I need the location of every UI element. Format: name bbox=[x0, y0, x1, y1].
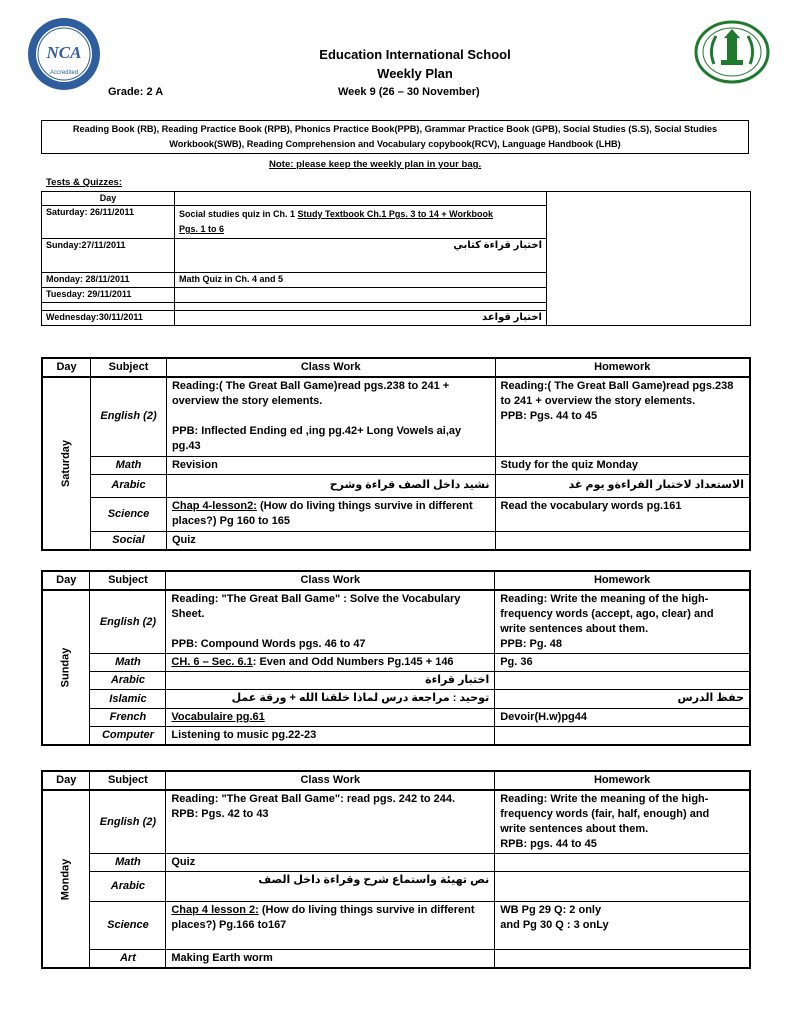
tests-entry: Social studies quiz in Ch. 1 Study Textbook Ch.1 Pgs. 3 to 14 + Workbook Pgs. 1 to 6 bbox=[175, 206, 547, 239]
tests-quizzes-table bbox=[41, 191, 751, 326]
tests-day: Wednesday:30/11/2011 bbox=[42, 311, 175, 326]
classwork-cell: Reading: "The Great Ball Game" : Solve the Vocabulary Sheet. PPB: Compound Words pgs. 46 to 47 bbox=[166, 590, 495, 654]
classwork-cell: نشيد داخل الصف قراءة وشرح bbox=[166, 474, 495, 497]
homework-cell bbox=[495, 950, 750, 969]
sunday-plan-table bbox=[41, 570, 751, 746]
subject-arabic: Arabic bbox=[90, 872, 166, 902]
tests-side-box bbox=[547, 192, 751, 326]
subject-english: English (2) bbox=[91, 377, 167, 456]
tests-day: Monday: 28/11/2011 bbox=[42, 273, 175, 288]
col-homework: Homework bbox=[495, 358, 750, 377]
classwork-cell: Quiz bbox=[166, 531, 495, 550]
homework-cell bbox=[495, 672, 750, 690]
page-title: Weekly Plan bbox=[377, 66, 453, 81]
subject-science: Science bbox=[90, 902, 166, 950]
subject-english: English (2) bbox=[90, 590, 166, 654]
classwork-cell: نص تهيئة واستماع شرح وقراءة داخل الصف bbox=[166, 872, 495, 902]
book-abbreviation-legend bbox=[41, 120, 749, 154]
tests-day: Sunday:27/11/2011 bbox=[42, 239, 175, 273]
saturday-plan-table bbox=[41, 357, 751, 551]
homework-cell: حفظ الدرس bbox=[495, 690, 750, 709]
homework-cell bbox=[495, 854, 750, 872]
tests-entry: Math Quiz in Ch. 4 and 5 bbox=[175, 273, 547, 288]
homework-cell: Reading:( The Great Ball Game)read pgs.238 to 241 + overview the story elements. PPB: Pgs. 44 to 45 bbox=[495, 377, 750, 456]
col-homework: Homework bbox=[495, 771, 750, 790]
subject-islamic: Islamic bbox=[90, 690, 166, 709]
col-subject: Subject bbox=[90, 771, 166, 790]
monday-plan-table bbox=[41, 770, 751, 969]
day-label-sunday: Sunday bbox=[42, 590, 90, 745]
col-day: Day bbox=[42, 571, 90, 590]
nca-accreditation-logo bbox=[26, 16, 102, 92]
nca-logo-subtext: Accredited bbox=[49, 70, 79, 76]
homework-cell bbox=[495, 872, 750, 902]
subject-math: Math bbox=[90, 854, 166, 872]
homework-cell: Read the vocabulary words pg.161 bbox=[495, 497, 750, 531]
tests-day: Tuesday: 29/11/2011 bbox=[42, 288, 175, 303]
classwork-cell: CH. 6 – Sec. 6.1: Even and Odd Numbers Pg.145 + 146 bbox=[166, 654, 495, 672]
homework-cell: Study for the quiz Monday bbox=[495, 456, 750, 474]
tests-entry: اختبار قراءة كتابي bbox=[175, 239, 547, 273]
col-classwork: Class Work bbox=[166, 358, 495, 377]
subject-social: Social bbox=[91, 531, 167, 550]
day-label-monday: Monday bbox=[42, 790, 90, 968]
legend-line-1: Reading Book (RB), Reading Practice Book (RPB), Phonics Practice Book(PPB), Grammar Practice Book (GPB), Social Studies (S.S), Social Studies bbox=[72, 124, 718, 134]
classwork-cell: Reading: "The Great Ball Game": read pgs. 242 to 244. RPB: Pgs. 42 to 43 bbox=[166, 790, 495, 854]
subject-english: English (2) bbox=[90, 790, 166, 854]
tests-entry bbox=[175, 288, 547, 303]
classwork-cell: Reading:( The Great Ball Game)read pgs.238 to 241 + overview the story elements. PPB: Inflected Ending ed ,ing pg.42+ Long Vowels ai,ay pg.43 bbox=[166, 377, 495, 456]
subject-art: Art bbox=[90, 950, 166, 969]
tests-quizzes-label: Tests & Quizzes: bbox=[46, 177, 123, 188]
col-day: Day bbox=[42, 358, 91, 377]
tests-day-header: Day bbox=[42, 192, 175, 206]
subject-math: Math bbox=[91, 456, 167, 474]
col-day: Day bbox=[42, 771, 90, 790]
classwork-cell: Revision bbox=[166, 456, 495, 474]
nca-logo-text: NCA bbox=[46, 43, 82, 62]
subject-science: Science bbox=[91, 497, 167, 531]
classwork-cell: Quiz bbox=[166, 854, 495, 872]
classwork-cell: Vocabulaire pg.61 bbox=[166, 709, 495, 727]
classwork-cell: Chap 4 lesson 2: (How do living things survive in different places?) Pg.166 to167 bbox=[166, 902, 495, 950]
subject-french: French bbox=[90, 709, 166, 727]
subject-arabic: Arabic bbox=[91, 474, 167, 497]
classwork-cell: Chap 4-lesson2: (How do living things survive in different places?) Pg 160 to 165 bbox=[166, 497, 495, 531]
subject-computer: Computer bbox=[90, 727, 166, 746]
classwork-cell: توحيد : مراجعة درس لماذا خلقنا الله + ورقة عمل bbox=[166, 690, 495, 709]
day-label-saturday: Saturday bbox=[42, 377, 91, 550]
homework-cell: Pg. 36 bbox=[495, 654, 750, 672]
homework-cell: Reading: Write the meaning of the high- frequency words (fair, half, enough) and write sentences about them. RPB: pgs. 44 to 45 bbox=[495, 790, 750, 854]
col-classwork: Class Work bbox=[166, 571, 495, 590]
subject-math: Math bbox=[90, 654, 166, 672]
col-classwork: Class Work bbox=[166, 771, 495, 790]
tests-entry: اختبار قواعد bbox=[175, 311, 547, 326]
grade-label: Grade: 2 A bbox=[108, 86, 164, 98]
school-name: Education International School bbox=[319, 47, 511, 62]
classwork-cell: اختبار قراءة bbox=[166, 672, 495, 690]
homework-cell: الاستعداد لاختبار القراءةو يوم غد bbox=[495, 474, 750, 497]
subject-arabic: Arabic bbox=[90, 672, 166, 690]
homework-cell bbox=[495, 727, 750, 746]
col-subject: Subject bbox=[91, 358, 167, 377]
homework-cell: Reading: Write the meaning of the high- frequency words (accept, ago, clear) and write sentences about them. PPB: Pg. 48 bbox=[495, 590, 750, 654]
weekly-plan-note: Note: please keep the weekly plan in your bag. bbox=[269, 159, 482, 170]
legend-line-2: Workbook(SWB), Reading Comprehension and Vocabulary copybook(RCV), Language Handbook (LHB) bbox=[169, 139, 621, 149]
homework-cell bbox=[495, 531, 750, 550]
col-subject: Subject bbox=[90, 571, 166, 590]
week-label: Week 9 (26 – 30 November) bbox=[338, 86, 480, 98]
homework-cell: Devoir(H.w)pg44 bbox=[495, 709, 750, 727]
classwork-cell: Making Earth worm bbox=[166, 950, 495, 969]
classwork-cell: Listening to music pg.22-23 bbox=[166, 727, 495, 746]
school-emblem-logo bbox=[694, 20, 770, 84]
tests-day: Saturday: 26/11/2011 bbox=[42, 206, 175, 239]
col-homework: Homework bbox=[495, 571, 750, 590]
homework-cell: WB Pg 29 Q: 2 only and Pg 30 Q : 3 onLy bbox=[495, 902, 750, 950]
